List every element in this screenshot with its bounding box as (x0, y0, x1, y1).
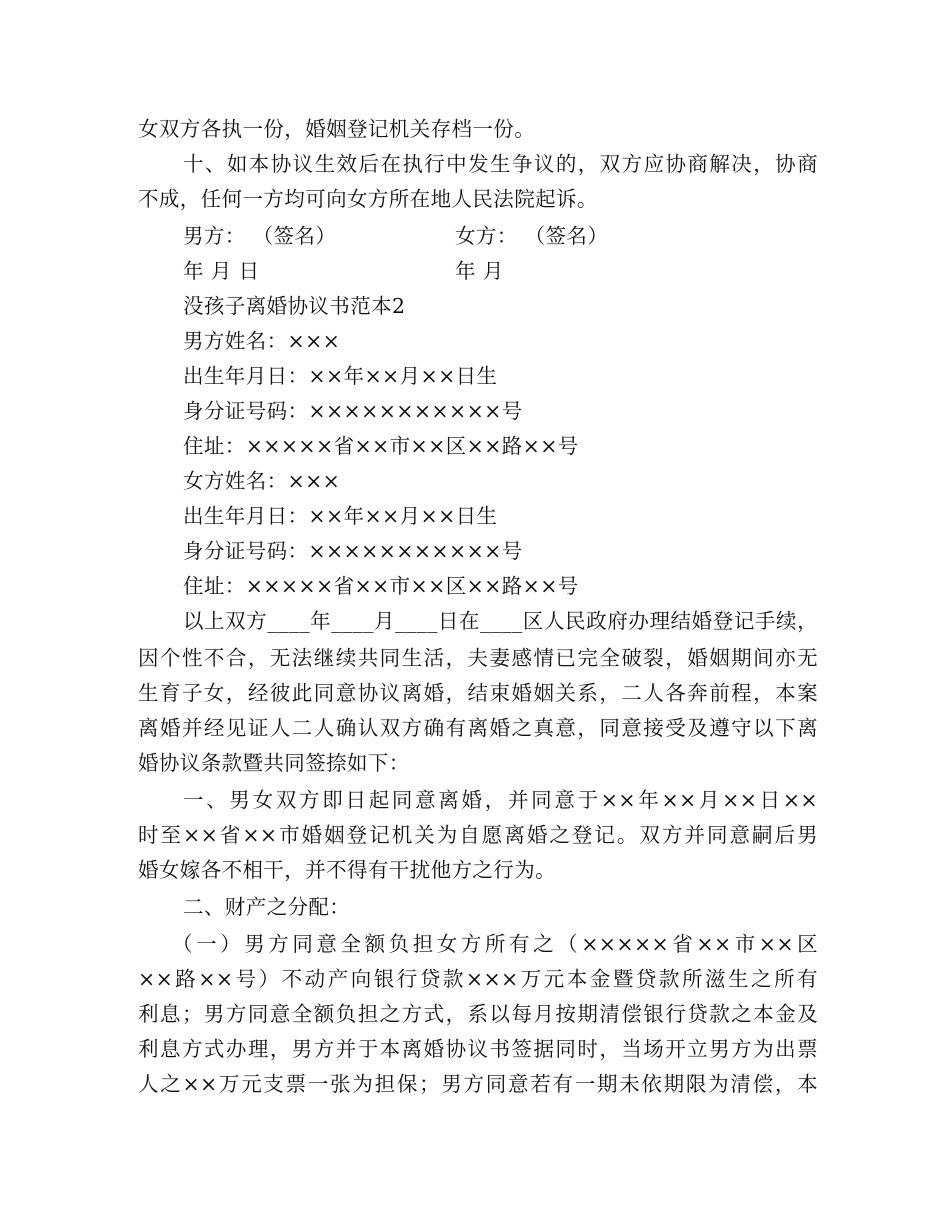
male-date-label: 年 月 日 (183, 259, 260, 283)
text-line: 生育子女，经彼此同意协议离婚，结束婚姻关系，二人各奔前程，本案 (138, 681, 818, 705)
text-line: 女方姓名：××× (183, 469, 341, 493)
text-line: （一）男方同意全额负担女方所有之（×××××省××市××区 (172, 932, 818, 956)
text-line: 住址：×××××省××市××区××路××号 (183, 574, 579, 598)
text-line: 二、财产之分配： (183, 895, 351, 919)
text-line: 十、如本协议生效后在执行中发生争议的，双方应协商解决，协商 (183, 152, 818, 176)
text-line: 出生年月日：××年××月××日生 (183, 504, 498, 528)
text-line: 婚女嫁各不相干，并不得有干扰他方之行为。 (138, 858, 556, 882)
text-line: 身分证号码：×××××××××××号 (183, 399, 523, 423)
text-line: 离婚并经见证人二人确认双方确有离婚之真意，同意接受及遵守以下离 (138, 716, 818, 740)
text-line: 婚协议条款暨共同签捺如下： (138, 751, 410, 775)
text-line: 出生年月日：××年××月××日生 (183, 364, 498, 388)
text-line: ××路××号）不动产向银行贷款×××万元本金暨贷款所滋生之所有 (138, 967, 818, 991)
male-signature-label: 男方： （签名） (183, 224, 337, 248)
female-date-label: 年 月 (455, 259, 504, 283)
text-line: 身分证号码：×××××××××××号 (183, 539, 523, 563)
text-line: 女双方各执一份，婚姻登记机关存档一份。 (138, 117, 536, 141)
text-line: 时至××省××市婚姻登记机关为自愿离婚之登记。双方并同意嗣后男 (138, 823, 818, 847)
text-line: 住址：×××××省××市××区××路××号 (183, 434, 579, 458)
female-signature-label: 女方： （签名） (455, 224, 609, 248)
text-line: 利息；男方同意全额负担之方式，系以每月按期清偿银行贷款之本金及 (138, 1002, 818, 1026)
text-line: 利息方式办理，男方并于本离婚协议书签据同时，当场开立男方为出票 (138, 1037, 818, 1061)
text-line: 男方姓名：××× (183, 329, 341, 353)
text-line: 一、男女双方即日起同意离婚，并同意于××年××月××日×× (183, 788, 818, 812)
text-line: 不成，任何一方均可向女方所在地人民法院起诉。 (138, 187, 598, 211)
text-line: 因个性不合，无法继续共同生活，夫妻感情已完全破裂，婚姻期间亦无 (138, 646, 818, 670)
text-line: 以上双方____年____月____日在____区人民政府办理结婚登记手续， (183, 609, 818, 633)
section-title: 没孩子离婚协议书范本2 (183, 294, 406, 318)
text-line: 人之××万元支票一张为担保；男方同意若有一期未依期限为清偿，本 (138, 1072, 818, 1096)
